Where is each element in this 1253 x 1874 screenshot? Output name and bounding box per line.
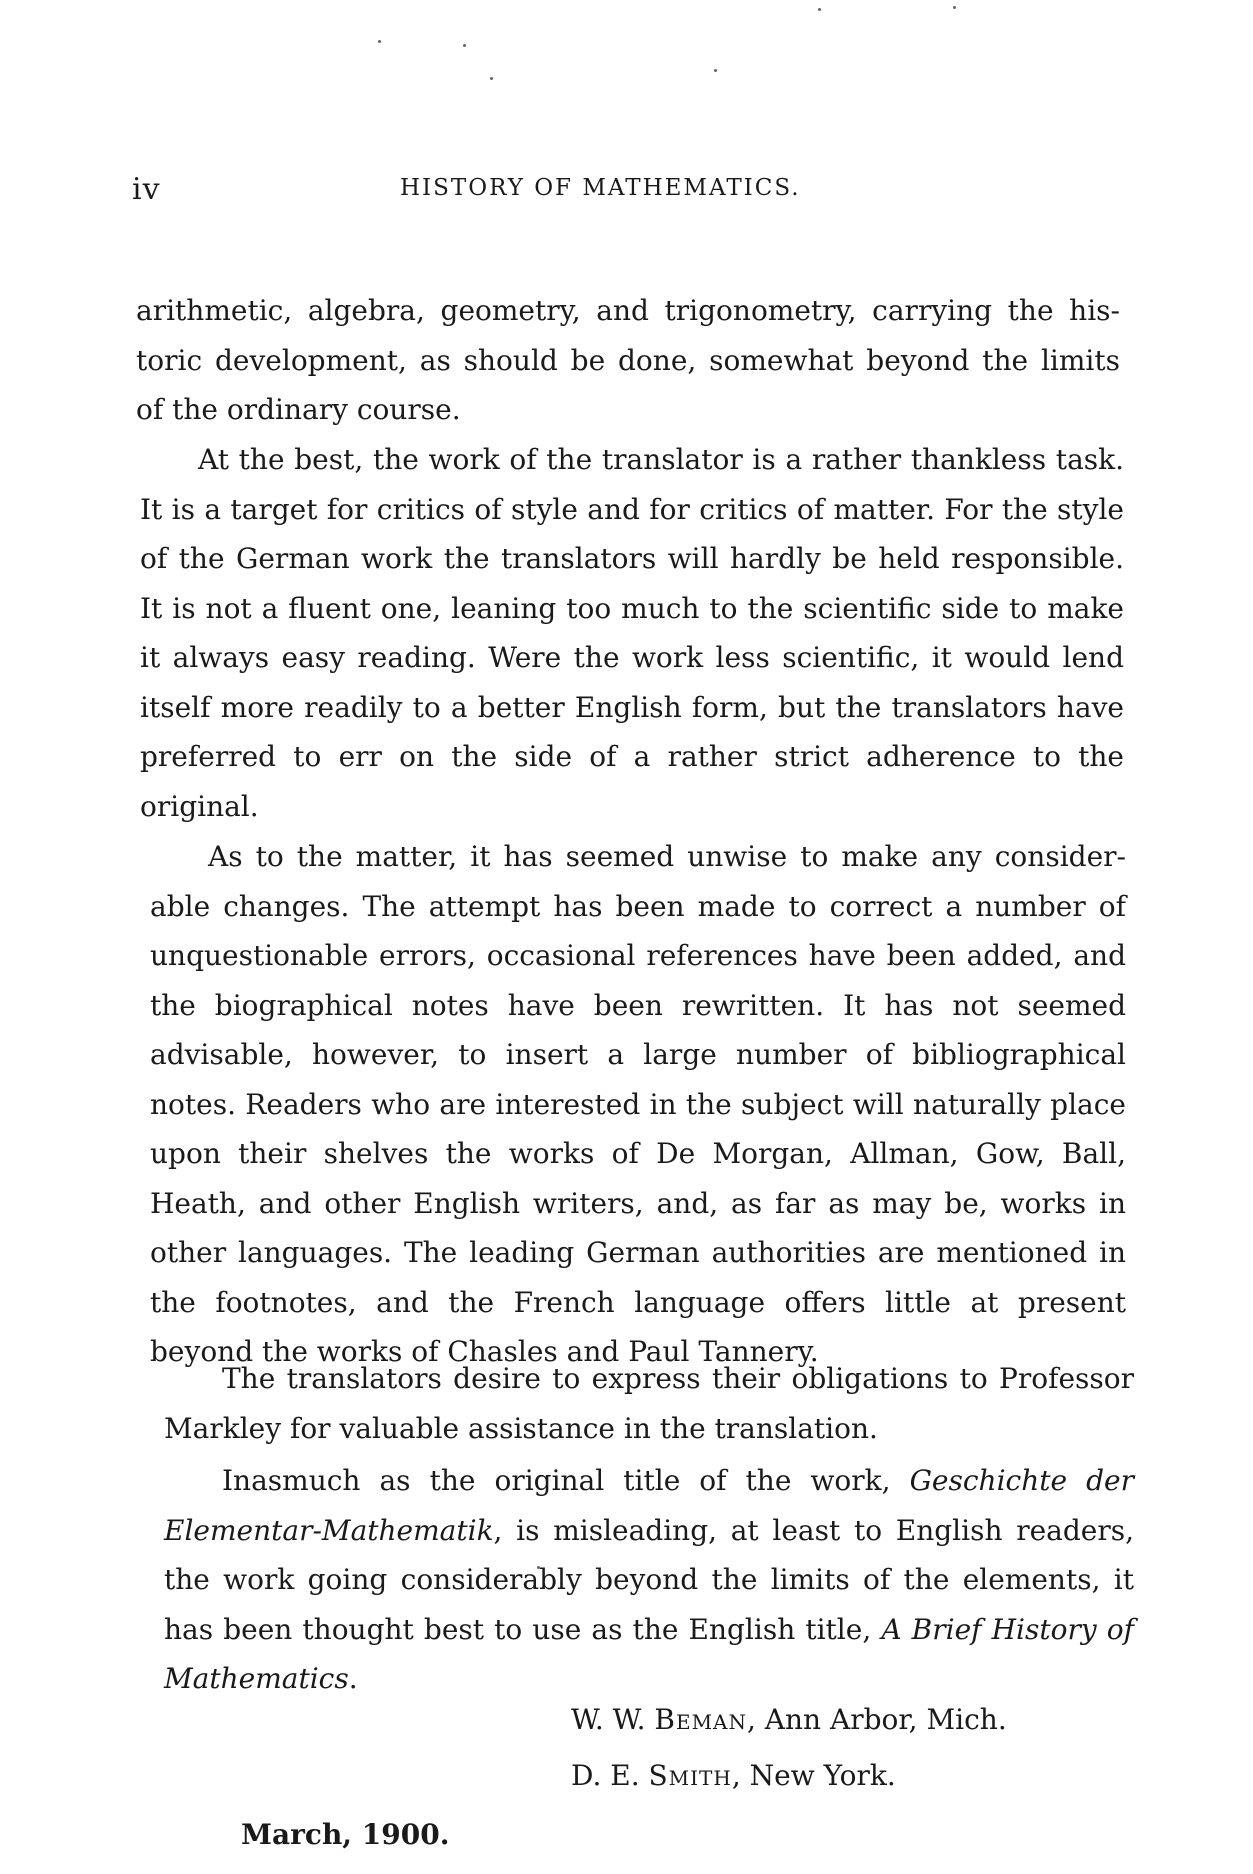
scan-speck [818, 8, 821, 11]
signature-initials: D. E. [571, 1759, 640, 1792]
paragraph-title-note [164, 1456, 1134, 1704]
scan-speck [953, 6, 956, 9]
preface-date: March, 1900. [241, 1818, 450, 1851]
paragraph-translator-task: At the best, the work of the translator is a rather thankless task. It is a target for critics of style and for critics of matter. For the style of the German work the translators will hardly be held responsible. It is not a fluent one, leaning too much to the scientific side to make it always easy reading. Were the work less scientific, it would lend itself more readily to a better English form, but the translators have preferred to err on the side of a rather strict adherence to the original. [140, 443, 1124, 823]
scan-speck [714, 69, 717, 72]
signature-initials: W. W. [571, 1703, 646, 1736]
german-title: Geschichte der Elementar-Mathematik [164, 1464, 1134, 1547]
title-note-before: Inasmuch as the original title of the work, [222, 1464, 910, 1497]
paragraph-continuation: arithmetic, algebra, geometry, and trigonometry, carrying the historic development, as should be done, somewhat beyond the limits of the ordinary course. [136, 294, 1120, 426]
signature-smith [571, 1756, 896, 1796]
title-note-middle: , is misleading, at least to English readers, the work going considerably beyond the limits of the elements, it has been thought best to use as the English title, [164, 1513, 1134, 1646]
scan-speck [463, 44, 466, 47]
english-title: A Brief History of Mathematics [164, 1612, 1135, 1695]
paragraph-matter: As to the matter, it has seemed unwise to make any considerable changes. The attempt has been made to correct a number of unquestionable errors, occasional references have been added, and the biographical notes have been rewritten. It has not seemed advisable, however, to insert a large number of bibliographical notes. Readers who are interested in the subject will naturally place upon their shelves the works of De Morgan, Allman, Gow, Ball, Heath, and other English writers, and, as far as may be, works in other languages. The leading German authorities are mentioned in the footnotes, and the French language offers little at present beyond the works of Chasles and Paul Tannery. [150, 840, 1126, 1368]
signature-place: , New York. [731, 1759, 896, 1792]
scan-speck [378, 40, 381, 43]
paragraph-acknowledgement: The translators desire to express their obligations to Professor Markley for valuable assistance in the translation. [164, 1362, 1134, 1445]
signature-surname: Smith [648, 1759, 732, 1792]
running-head: HISTORY OF MATHEMATICS. [400, 175, 801, 201]
title-note-after: . [348, 1662, 358, 1695]
signature-place: , Ann Arbor, Mich. [747, 1703, 1007, 1736]
signature-beman [571, 1700, 1007, 1740]
scan-speck [490, 77, 493, 80]
page-number: iv [132, 172, 161, 207]
signature-surname: Beman [654, 1703, 747, 1736]
